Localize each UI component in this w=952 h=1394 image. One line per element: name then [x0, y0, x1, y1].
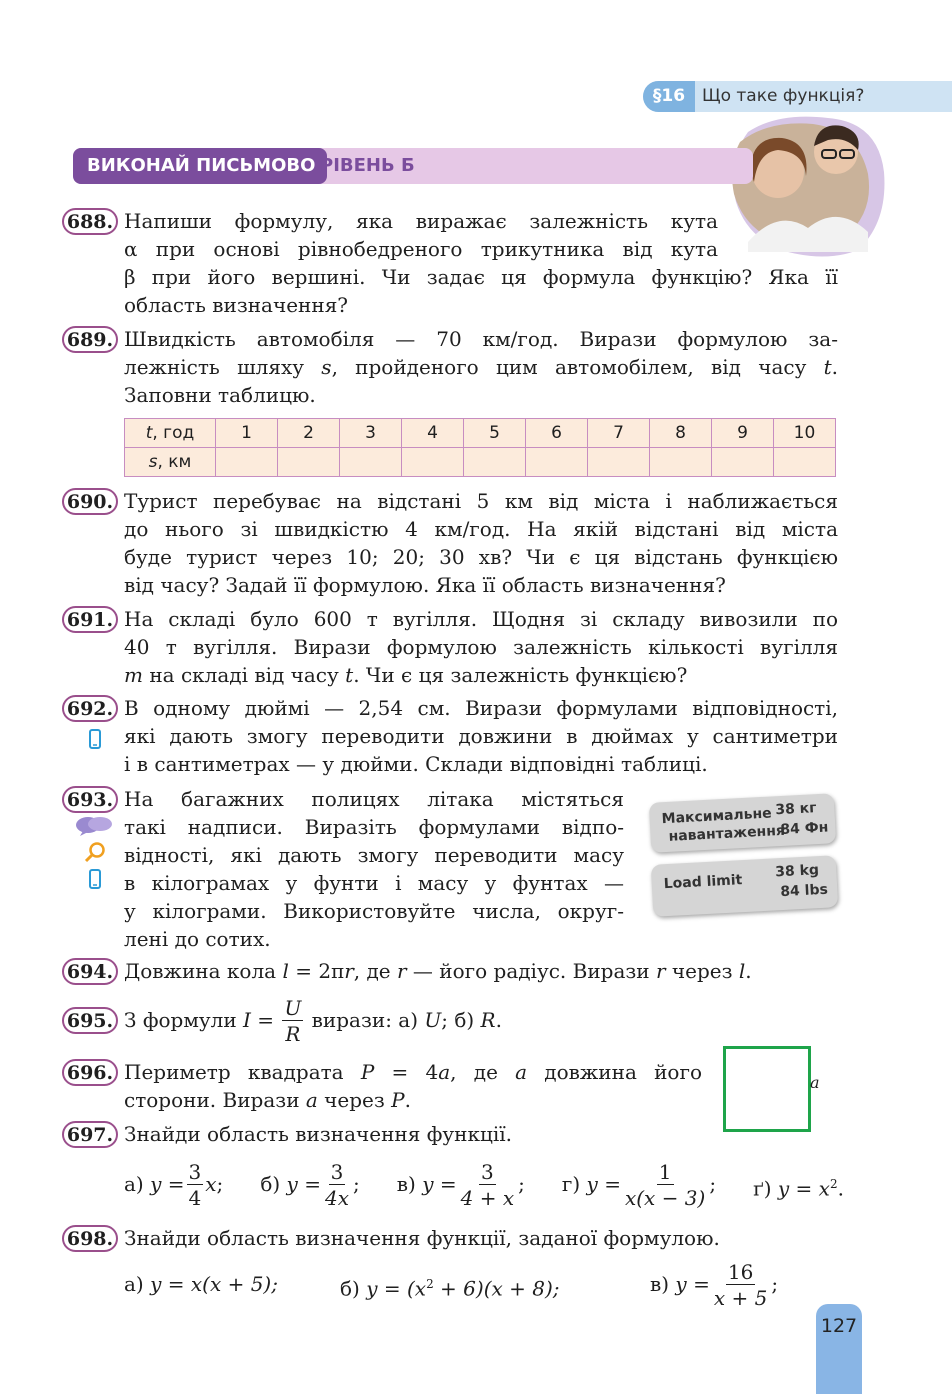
weight-sign-english: [651, 855, 838, 917]
time-distance-table: [124, 418, 836, 477]
table-cell-empty[interactable]: [712, 448, 774, 477]
table-cell-empty[interactable]: [650, 448, 712, 477]
chat-bubbles-icon[interactable]: [75, 815, 113, 837]
sign-value: 84 Фн: [780, 819, 829, 839]
table-cell: 8: [650, 419, 712, 448]
square-figure: [723, 1046, 811, 1132]
sign-label: Максимальне: [661, 805, 773, 828]
p692-line2: які дають змогу переводити довжини в дюймах у сантиметри: [124, 724, 838, 748]
p690-line4: від часу? Задай її формулою. Яка її область визначення?: [124, 573, 726, 597]
table-cell: 6: [526, 419, 588, 448]
table-cell: 9: [712, 419, 774, 448]
table-cell: 4: [402, 419, 464, 448]
option-b: б) y = $\frac{3}{4x}$ ;: [260, 1160, 360, 1210]
problem-number-696: 696.: [62, 1059, 118, 1086]
section-number: §16: [643, 81, 695, 112]
p696-line1: Периметр квадрата P = 4a, де a довжина його: [124, 1060, 702, 1084]
problem-number-692: 692.: [62, 695, 118, 722]
phone-icon[interactable]: [84, 868, 106, 890]
p698-option-c: в) y = $\frac{16}{x + 5}$ ;: [650, 1260, 779, 1310]
p693-line4: в кілограмах у фунти і масу у фунтах —: [124, 871, 624, 895]
p691-line3: m на складі від часу t. Чи є ця залежність функцією?: [124, 663, 688, 687]
p696-line2: сторони. Вирази a через P.: [124, 1088, 411, 1112]
table-row: [125, 419, 836, 448]
section-title: Що таке функція?: [702, 86, 865, 106]
p691-line1: На складі було 600 т вугілля. Щодня зі складу вивозили по: [124, 607, 838, 631]
table-row-label-t: t, год: [125, 419, 216, 448]
option-e: ґ) $y = x^2$.: [753, 1176, 844, 1201]
p698-text: Знайди область визначення функції, заданої формулою.: [124, 1226, 720, 1250]
option-a: а) y = $\frac{3}{4}$ x;: [124, 1160, 224, 1210]
problem-number-689: 689.: [62, 326, 118, 353]
table-cell-empty[interactable]: [278, 448, 340, 477]
p688-line4: область визначення?: [124, 293, 349, 317]
table-cell: 10: [774, 419, 836, 448]
table-row: [125, 448, 836, 477]
problem-number-693: 693.: [62, 786, 118, 813]
p693-line6: лені до сотих.: [124, 927, 271, 951]
p691-line2: 40 т вугілля. Вирази формулою залежність кількості вугілля: [124, 635, 838, 659]
table-cell: 5: [464, 419, 526, 448]
option-c: в) y = $\frac{3}{4 + x}$ ;: [396, 1160, 525, 1210]
sign-value: 84 lbs: [779, 881, 829, 901]
sign-label: Load limit: [663, 872, 743, 893]
banner-level: РІВЕНЬ Б: [320, 155, 415, 176]
fraction-u-over-r: $\frac{U}{R}$: [284, 996, 302, 1046]
page-number: 127: [820, 1315, 858, 1337]
p688-line3: β при його вершині. Чи задає ця формула функцію? Яка її: [124, 265, 838, 289]
magnifier-icon[interactable]: [84, 841, 106, 863]
problem-number-695: 695.: [62, 1007, 118, 1034]
sign-value: 38 kg: [774, 862, 820, 881]
table-cell-empty[interactable]: [340, 448, 402, 477]
problem-number-688: 688.: [62, 208, 118, 235]
table-cell: 2: [278, 419, 340, 448]
banner-label: ВИКОНАЙ ПИСЬМОВО: [73, 148, 327, 184]
phone-icon[interactable]: [84, 728, 106, 750]
p688-line1: Напиши формулу, яка виражає залежність кута: [124, 209, 718, 233]
p693-line1: На багажних полицях літака містяться: [124, 787, 624, 811]
square-side-label: a: [810, 1073, 820, 1092]
sign-label: навантаження: [668, 822, 786, 845]
p693-line3: відності, які дають змогу переводити масу: [124, 843, 624, 867]
p689-line2: лежність шляху s, пройденого цим автомобілем, від часу t.: [124, 355, 838, 379]
problem-number-698: 698.: [62, 1225, 118, 1252]
problem-number-694: 694.: [62, 958, 118, 985]
p698-option-a: а) y = x(x + 5);: [124, 1272, 278, 1296]
p689-line3: Заповни таблицю.: [124, 383, 316, 407]
table-cell-empty[interactable]: [588, 448, 650, 477]
table-cell: 7: [588, 419, 650, 448]
problem-number-690: 690.: [62, 488, 118, 515]
p690-line2: до нього зі швидкістю 4 км/год. На якій відстані від міста: [124, 517, 838, 541]
table-cell-empty[interactable]: [774, 448, 836, 477]
problem-number-697: 697.: [62, 1121, 118, 1148]
p693-line2: такі надписи. Виразіть формулами відпо-: [124, 815, 624, 839]
students-photo: [718, 112, 888, 262]
table-cell-empty[interactable]: [216, 448, 278, 477]
table-row-label-s: s, км: [125, 448, 216, 477]
weight-sign-ukrainian: [649, 793, 836, 853]
p697-options: [124, 1158, 844, 1215]
p692-line1: В одному дюймі — 2,54 см. Вирази формулами відповідності,: [124, 696, 838, 720]
p693-line5: у кілограми. Використовуйте числа, округ-: [124, 899, 624, 923]
p690-line3: буде турист через 10; 20; 30 хв? Чи є ця відстань функцією: [124, 545, 838, 569]
sign-value: 38 кг: [774, 800, 817, 819]
p690-line1: Турист перебуває на відстані 5 км від міста і наближається: [124, 489, 838, 513]
problem-number-691: 691.: [62, 606, 118, 633]
table-cell-empty[interactable]: [402, 448, 464, 477]
p698-option-b: б) $y = (x^2 + 6)(x + 8)$;: [340, 1276, 560, 1301]
table-cell-empty[interactable]: [464, 448, 526, 477]
table-cell: 3: [340, 419, 402, 448]
table-cell-empty[interactable]: [526, 448, 588, 477]
p692-line3: і в сантиметрах — у дюйми. Склади відповідні таблиці.: [124, 752, 708, 776]
p688-line2: α при основі рівнобедреного трикутника від кута: [124, 237, 718, 261]
option-d: г) y = $\frac{1}{x(x - 3)}$ ;: [561, 1160, 717, 1210]
p695-line1: З формули I = $\frac{U}{R}$ вирази: а) U; б) R.: [124, 996, 502, 1046]
p694-line1: Довжина кола l = 2πr, де r — його радіус. Вирази r через l.: [124, 959, 752, 983]
p697-text: Знайди область визначення функції.: [124, 1122, 512, 1146]
p689-line1: Швидкість автомобіля — 70 км/год. Вирази формулою за-: [124, 327, 838, 351]
table-cell: 1: [216, 419, 278, 448]
